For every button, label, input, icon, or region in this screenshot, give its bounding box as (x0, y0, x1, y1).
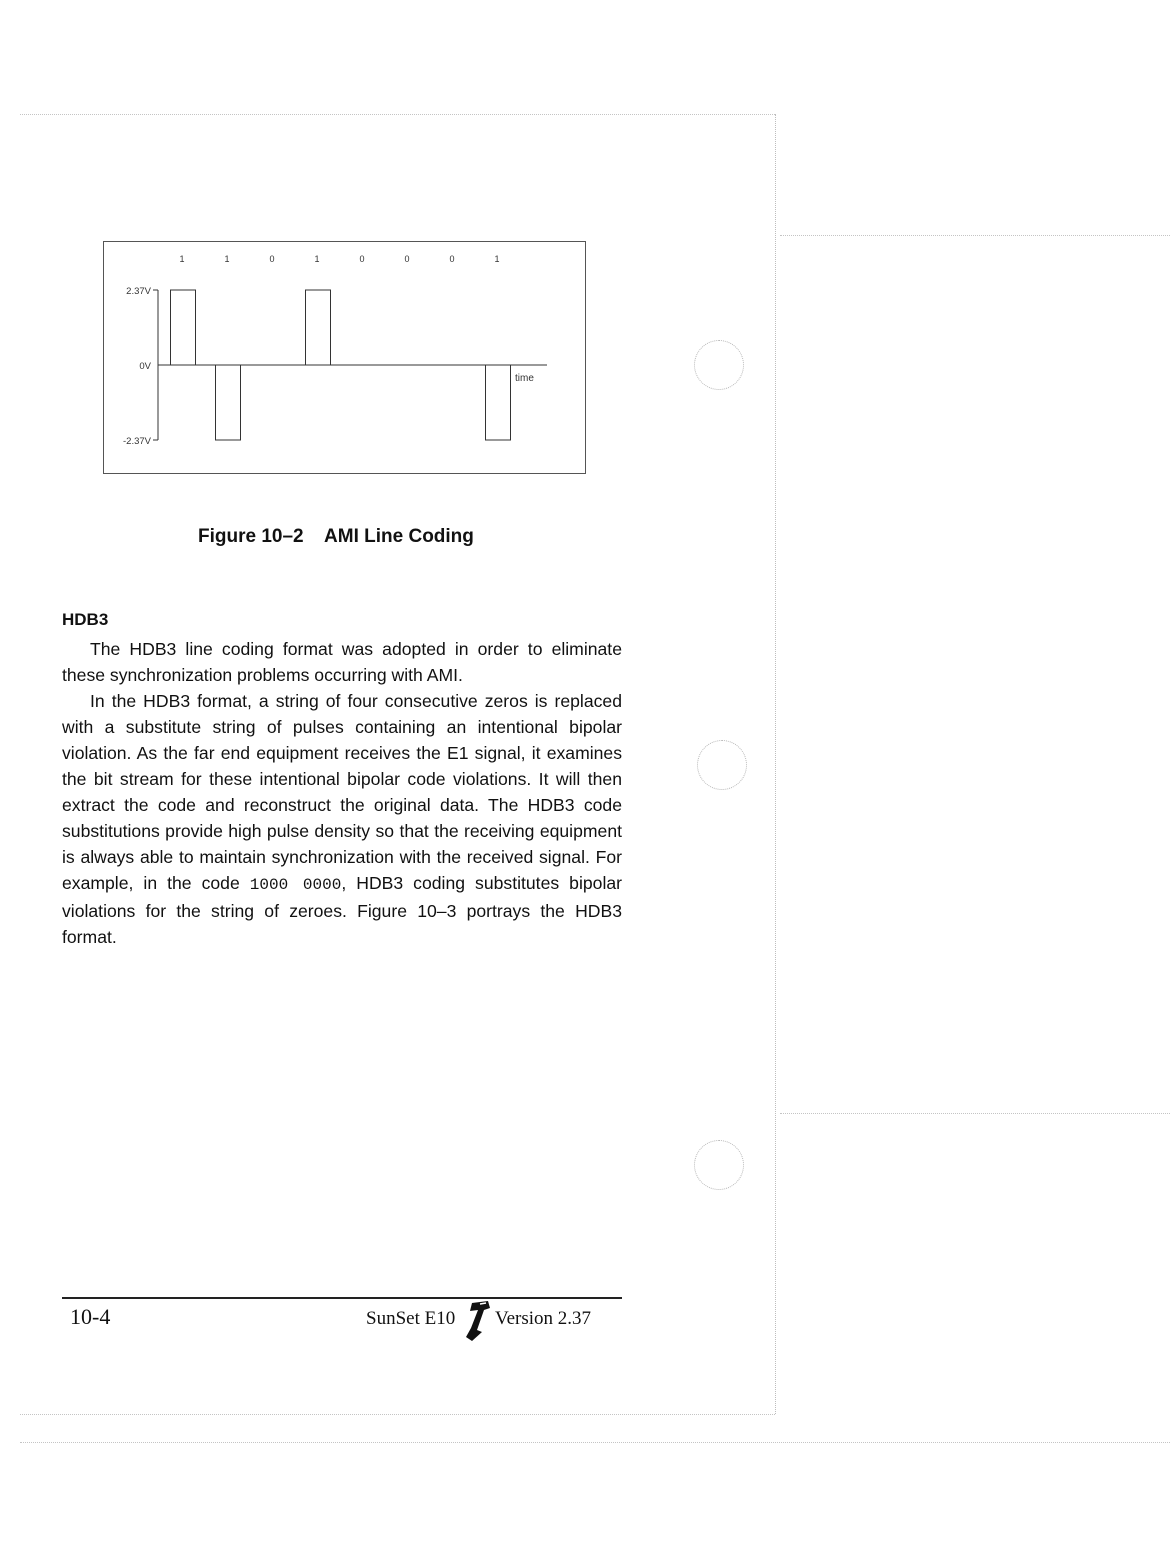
scan-edge-line (780, 235, 1170, 236)
figure-caption-title: AMI Line Coding (324, 526, 474, 547)
ami-line-coding-figure (103, 240, 587, 476)
paragraph: The HDB3 line coding format was adopted in order to eliminate these synchronization problems occurring with AMI. (62, 639, 622, 685)
paragraph-text: In the HDB3 format, a string of four consecutive zeros is replaced with a substitute string of pulses containing an intentional bipolar violation. As the far end equipment receives the E1 signal, it examines the bit stream for these intentional bipolar code violations. It will then extract the code and reconstruct the original data. The HDB3 code substitutions provide high pulse density so that the receiving equipment is always able to maintain synchronization with the received signal. For example, in the code (62, 691, 622, 893)
bit-label: 1 (494, 254, 500, 264)
paragraph-text: , HDB3 coding substitutes bipolar violations for the string of zeroes. Figure 10–3 portrays the HDB3 format. (62, 873, 622, 947)
y-tick-label: -2.37V (123, 436, 151, 447)
page-number: 10-4 (70, 1304, 111, 1329)
bit-label: 0 (269, 254, 275, 264)
punch-hole (697, 740, 747, 790)
y-tick-label: 2.37V (126, 286, 151, 297)
footer-rule (62, 1297, 622, 1299)
code-example: 1000 0000 (249, 876, 342, 894)
bit-label: 0 (449, 254, 455, 264)
section-heading: HDB3 (62, 610, 109, 629)
x-axis-label: time (515, 373, 534, 384)
bit-label: 1 (224, 254, 230, 264)
body-text (62, 636, 622, 950)
voltage-axis (153, 290, 158, 440)
figure-caption-number: Figure 10–2 (198, 526, 304, 547)
y-tick-label: 0V (139, 361, 151, 372)
handset-logo-icon (462, 1300, 494, 1342)
negative-pulse (216, 365, 241, 440)
footer-version: Version 2.37 (495, 1308, 592, 1329)
bit-label: 1 (179, 254, 185, 264)
punch-hole (694, 340, 744, 390)
bit-label: 1 (314, 254, 320, 264)
scan-edge-right (775, 114, 776, 1414)
negative-pulse (486, 365, 511, 440)
bit-label: 0 (359, 254, 365, 264)
footer-product: SunSet E10 (366, 1308, 456, 1329)
figure-frame (104, 242, 586, 474)
bit-label: 0 (404, 254, 410, 264)
y-tick-labels (123, 286, 152, 447)
scan-edge-bottom (20, 1414, 775, 1415)
scan-edge-bottom (20, 1442, 1170, 1443)
punch-hole (694, 1140, 744, 1190)
bit-labels (179, 254, 499, 264)
scan-edge-top (20, 114, 775, 115)
positive-pulse (171, 290, 196, 365)
positive-pulse (306, 290, 331, 365)
paragraph (62, 688, 622, 950)
figure-caption (198, 526, 474, 548)
scan-edge-line (780, 1113, 1170, 1114)
